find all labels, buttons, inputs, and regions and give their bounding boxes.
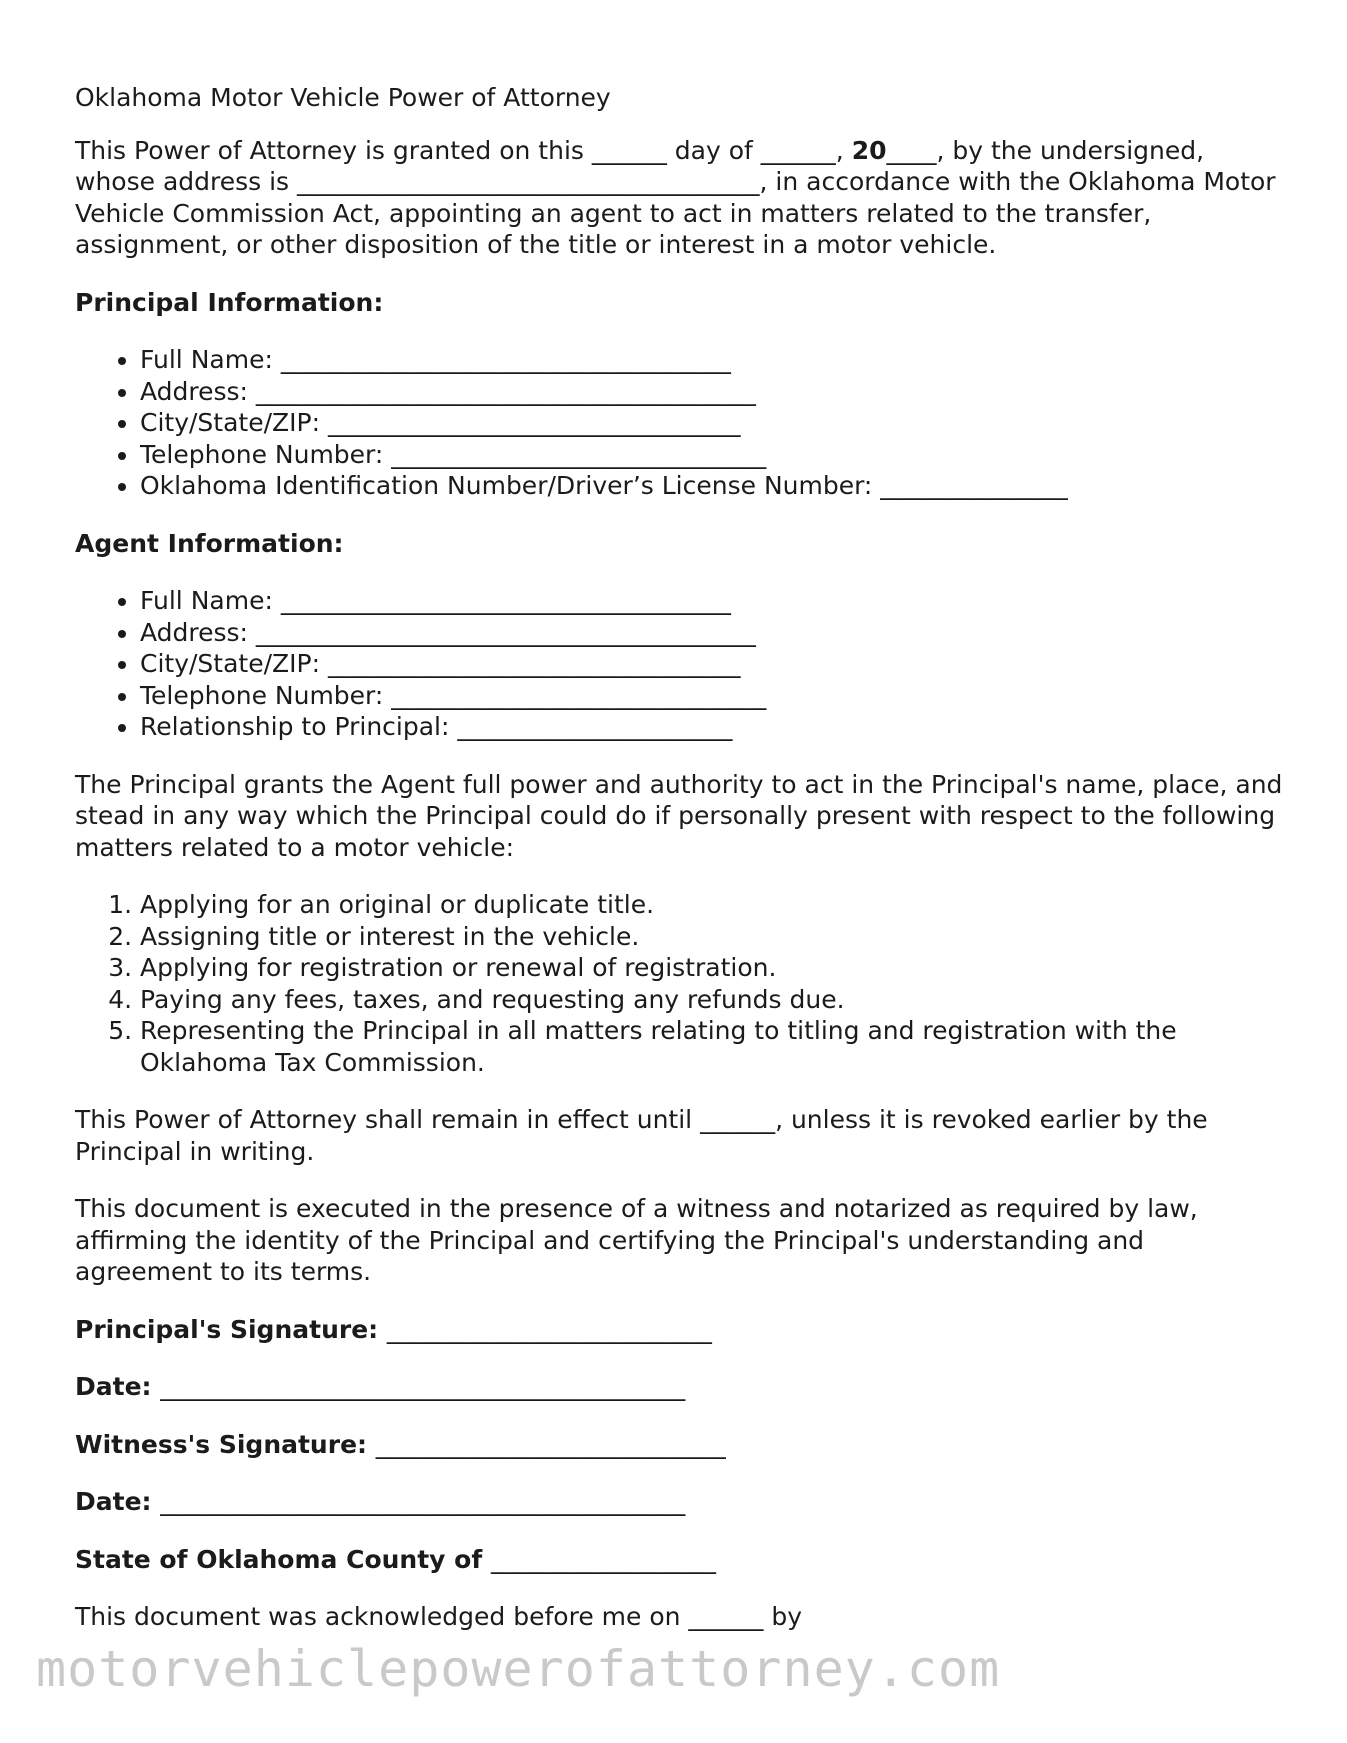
date-label-2: Date: [75,1487,152,1516]
date-line-1 [75,1371,1285,1403]
date-label-1: Date: [75,1372,152,1401]
agent-relationship: • Relationship to Principal: ______________________ [140,711,1285,743]
principal-signature-blank: __________________________ [386,1314,712,1344]
principal-city-state-zip: • City/State/ZIP: _________________________________ [140,407,1285,439]
principal-license-number: • Oklahoma Identification Number/Driver’s License Number: _______________ [140,470,1285,502]
state-county-label: State of Oklahoma County of [75,1544,483,1574]
acknowledgment-paragraph: This document was acknowledged before me on ______ by [75,1602,803,1631]
principal-address: • Address: ________________________________________ [140,376,1285,408]
grant-paragraph: The Principal grants the Agent full power and authority to act in the Principal's name, place, and stead in any way which the Principal could do if personally present with respect to the following matters related to a motor vehicle: [75,769,1283,862]
witness-signature-blank: ____________________________ [375,1429,726,1459]
principal-signature-label: Principal's Signature: [75,1314,379,1344]
agent-address: • Address: ________________________________________ [140,617,1285,649]
power-item: 5. Representing the Principal in all matters relating to titling and registration with the Oklahoma Tax Commission. [140,1015,1285,1078]
principal-full-name: • Full Name: ____________________________________ [140,344,1285,376]
witness-signature-label: Witness's Signature: [75,1429,368,1459]
agent-telephone: • Telephone Number: ______________________________ [140,680,1285,712]
principal-telephone: • Telephone Number: ______________________________ [140,439,1285,471]
power-item: 3. Applying for registration or renewal of registration. [140,952,1285,984]
agent-list [75,585,1285,743]
intro-paragraph [75,135,1285,261]
state-county-line [75,1544,1285,1576]
date-blank-1: __________________________________________ [160,1372,686,1401]
agent-full-name: • Full Name: ____________________________________ [140,585,1285,617]
agent-heading: Agent Information: [75,528,344,558]
principal-list [75,344,1285,502]
watermark-text: motorvehiclepowerofattorney.com [36,1640,1001,1698]
witness-signature-line [75,1429,1285,1461]
power-item: 2. Assigning title or interest in the vehicle. [140,921,1285,953]
principal-signature-line [75,1314,1285,1346]
power-item: 4. Paying any fees, taxes, and requesting any refunds due. [140,984,1285,1016]
intro-text-1: This Power of Attorney is granted on this ______ day of ______, [75,135,852,165]
principal-heading: Principal Information: [75,287,384,317]
powers-list [75,889,1285,1078]
execution-paragraph: This document is executed in the presence of a witness and notarized as required by law, affirming the identity of the Principal and certifying the Principal's understanding and agreement to its terms. [75,1194,1198,1286]
intro-text-2: ____, by the undersigned, whose address is _____________________________________, in accordance with the Oklahoma Motor Vehicle Commission Act, appointing an agent to act in matters related to the transfer, assignment, or other disposition of the title or interest in a motor vehicle. [75,135,1276,259]
agent-city-state-zip: • City/State/ZIP: _________________________________ [140,648,1285,680]
state-county-blank: __________________ [490,1544,716,1574]
duration-paragraph: This Power of Attorney shall remain in effect until ______, unless it is revoked earlier by the Principal in writing. [75,1105,1208,1166]
document-title: Oklahoma Motor Vehicle Power of Attorney [75,83,611,112]
document-page [75,82,1285,1659]
intro-year-prefix: 20 [851,135,887,165]
power-item: 1. Applying for an original or duplicate title. [140,889,1285,921]
date-blank-2: __________________________________________ [160,1487,686,1516]
date-line-2 [75,1486,1285,1518]
